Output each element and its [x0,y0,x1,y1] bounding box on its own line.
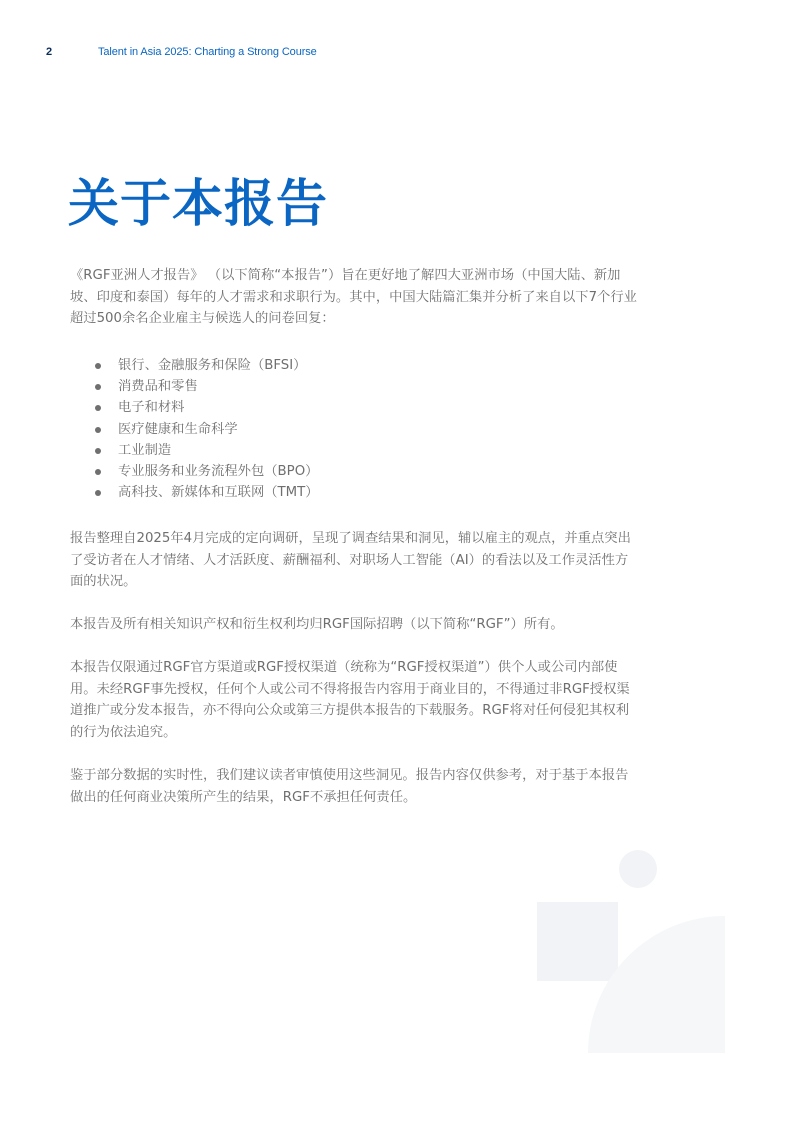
methodology-paragraph: 报告整理自2025年4月完成的定向调研，呈现了调查结果和洞见，辅以雇主的观点，并重点突出了受访者在人才情绪、人才活跃度、薪酬福利、对职场人工智能（AI）的看法以及工作灵活性方面的状况。 [70,531,631,589]
running-title: Talent in Asia 2025: Charting a Strong Course [98,46,317,58]
list-item: 电子和材料 [95,397,319,418]
list-item: 消费品和零售 [95,376,319,397]
decorative-square [537,902,618,981]
list-item: 高科技、新媒体和互联网（TMT） [95,482,319,503]
list-item: 工业制造 [95,440,319,461]
list-item: 专业服务和业务流程外包（BPO） [95,461,319,482]
decorative-circle [619,850,657,888]
page-title: 关于本报告 [68,175,329,234]
copyright-paragraph: 本报告及所有相关知识产权和衍生权利均归RGF国际招聘（以下简称“RGF”）所有。 [70,617,564,632]
industry-list [95,355,319,503]
disclaimer-paragraph: 鉴于部分数据的实时性，我们建议读者审慎使用这些洞见。报告内容仅供参考，对于基于本报告做出的任何商业决策所产生的结果，RGF不承担任何责任。 [70,768,629,805]
list-item: 银行、金融服务和保险（BFSI） [95,355,319,376]
usage-paragraph: 本报告仅限通过RGF官方渠道或RGF授权渠道（统称为“RGF授权渠道”）供个人或公司内部使用。未经RGF事先授权，任何个人或公司不得将报告内容用于商业目的，不得通过非RGF授权渠道推广或分发本报告，亦不得向公众或第三方提供本报告的下载服务。RGF将对任何侵犯其权利的行为依法追究。 [70,660,630,740]
page-number: 2 [46,46,53,58]
list-item: 医疗健康和生命科学 [95,419,319,440]
page-header [46,43,317,61]
intro-paragraph: 《RGF亚洲人才报告》 （以下简称“本报告”）旨在更好地了解四大亚洲市场（中国大陆、新加坡、印度和泰国）每年的人才需求和求职行为。其中，中国大陆篇汇集并分析了来自以下7个行业超过500余名企业雇主与候选人的问卷回复： [70,268,637,326]
